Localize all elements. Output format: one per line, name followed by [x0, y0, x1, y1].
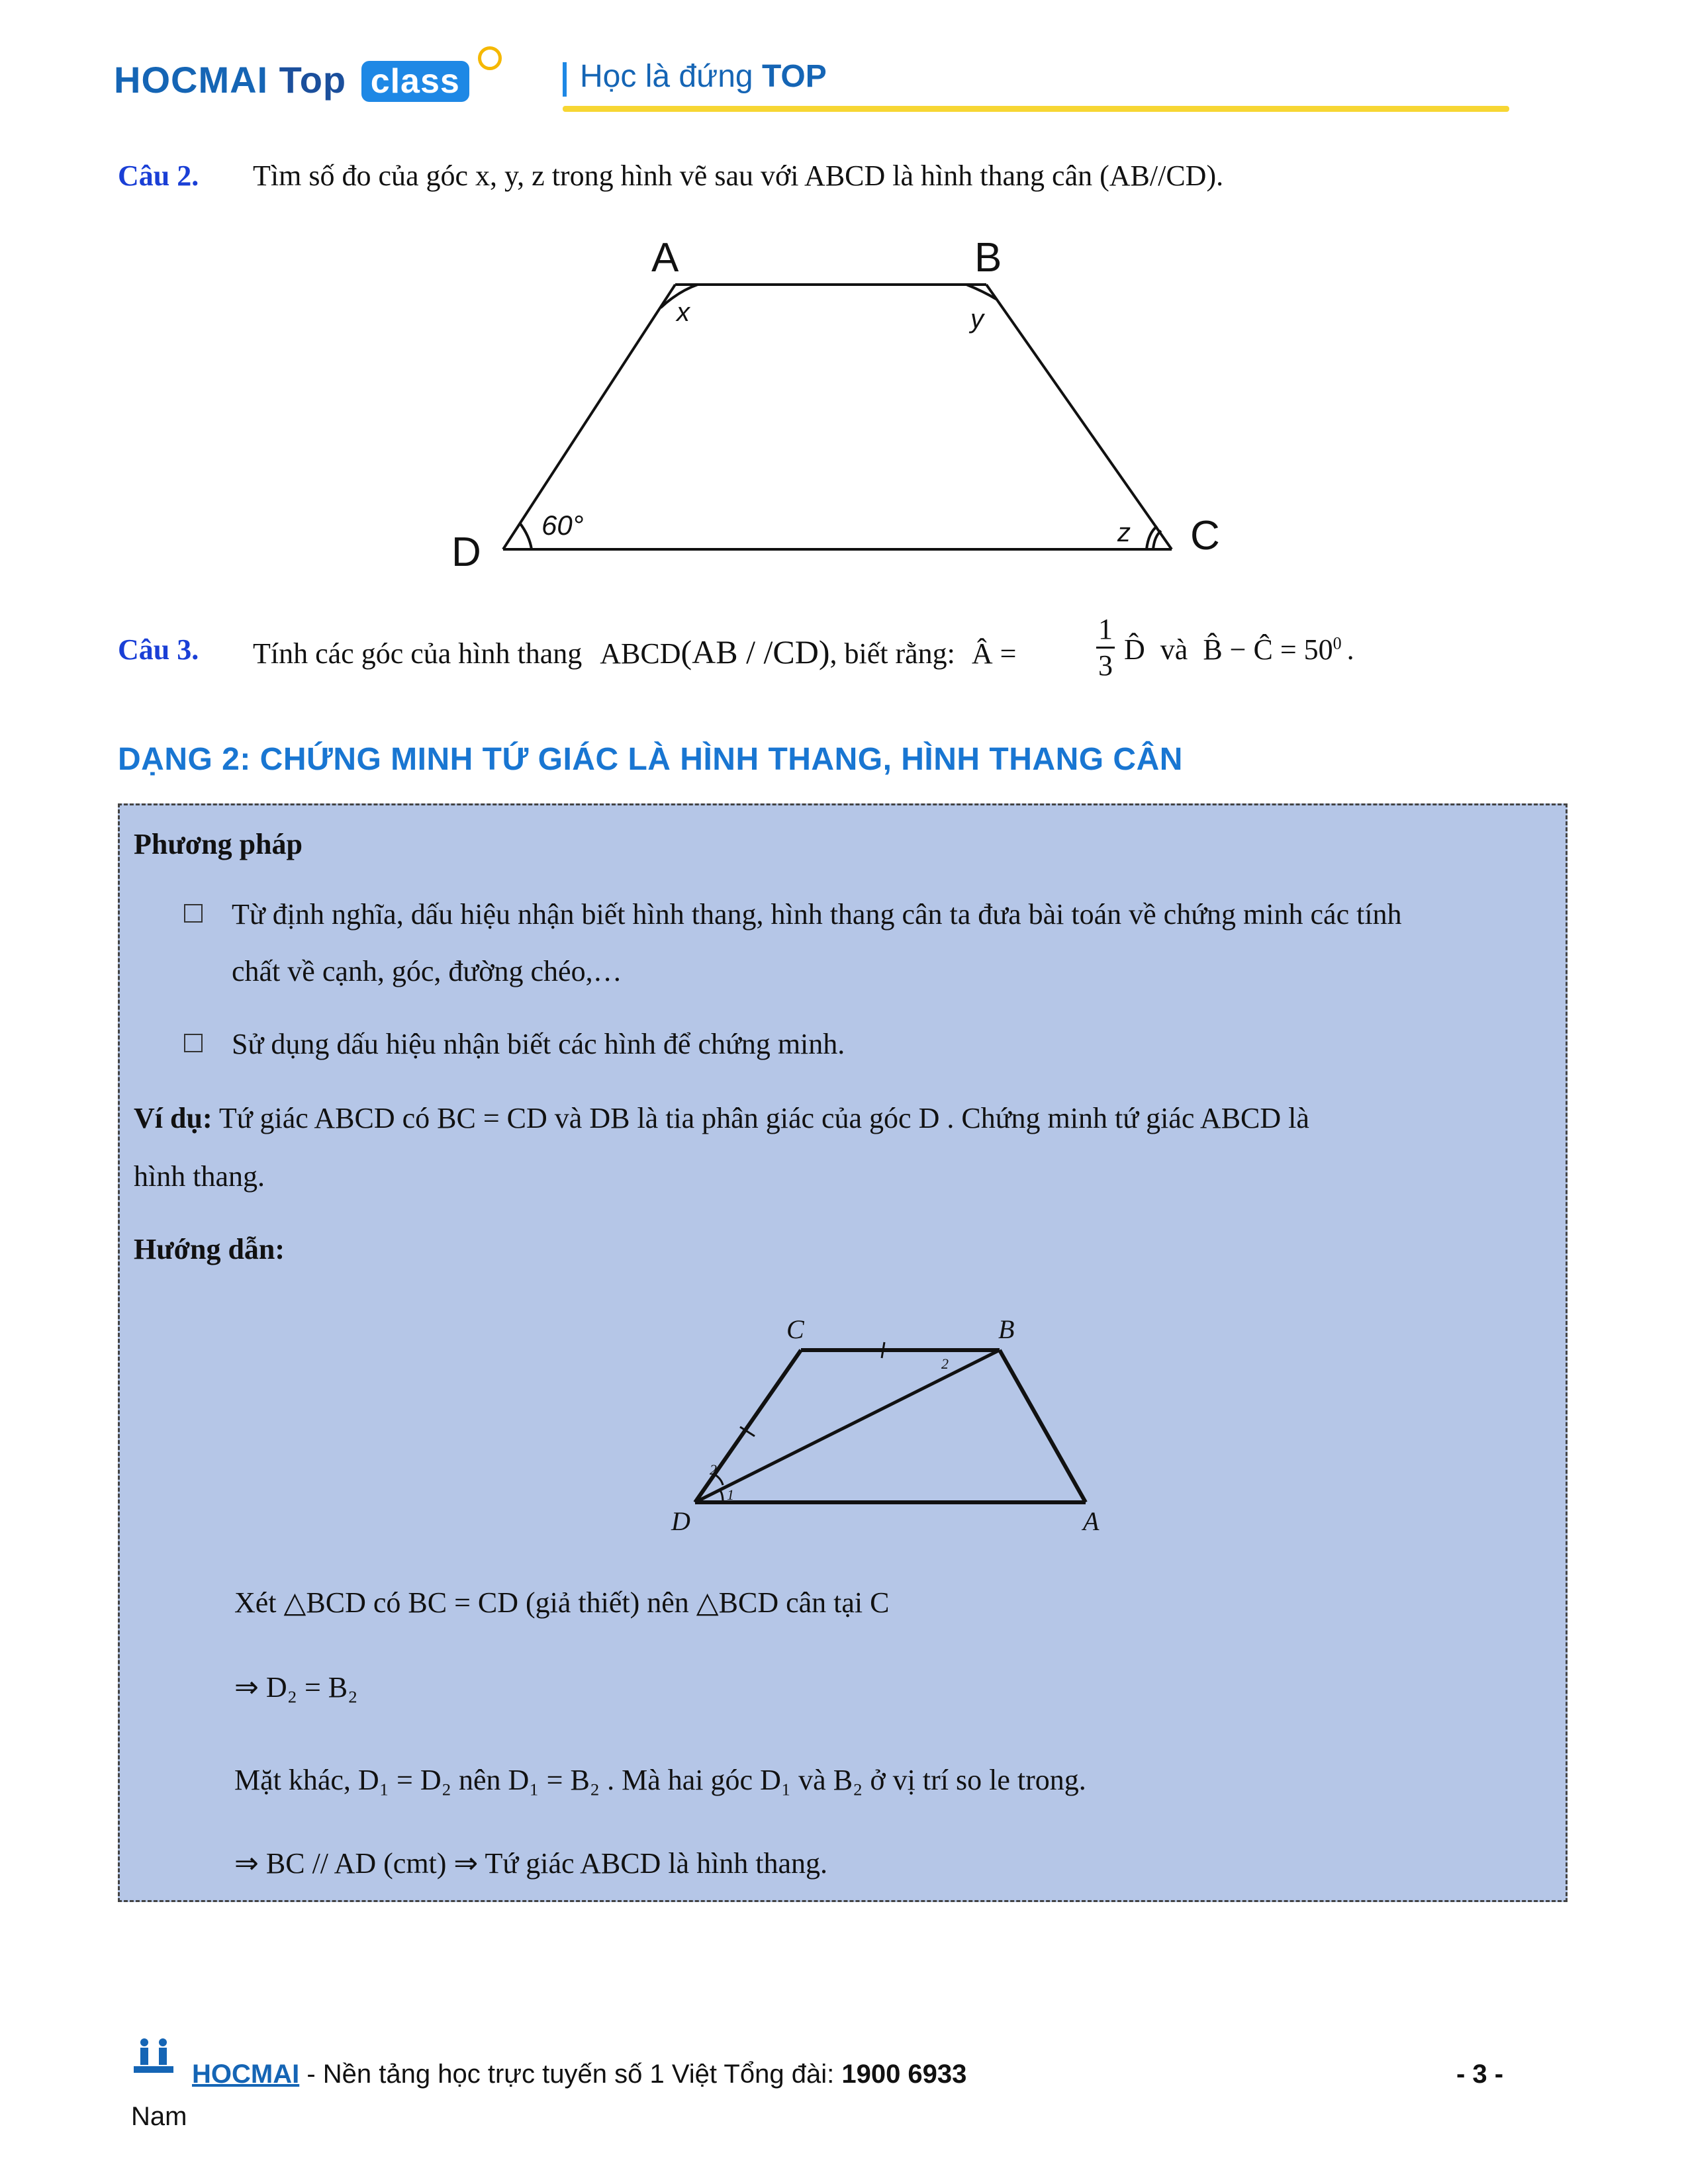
angle-d1-label: 1 — [727, 1486, 734, 1503]
bullet2: Sử dụng dấu hiệu nhận biết các hình để chứng minh. — [232, 1028, 845, 1060]
footer-brand-link[interactable]: HOCMAI — [192, 2060, 300, 2089]
angle-d-label: 60° — [541, 510, 584, 541]
vertex-d-label: D — [451, 529, 481, 575]
header-underline — [563, 106, 1509, 112]
bullet1-line2: chất về cạnh, góc, đường chéo,… — [232, 955, 622, 987]
method-heading: Phương pháp — [134, 828, 303, 860]
example-line2: hình thang. — [134, 1160, 265, 1193]
footer-line: HOCMAI - Nền tảng học trực tuyến số 1 Việt Tổng đài: 1900 6933 — [192, 2060, 967, 2089]
vertex-a-label: A — [651, 235, 679, 281]
q2-text: Tìm số đo của góc x, y, z trong hình vẽ sau với ABCD là hình thang cân (AB//CD). — [253, 159, 1224, 192]
angle-d-arc — [520, 523, 532, 549]
vertex-d-label: D — [671, 1506, 690, 1535]
q2-label: Câu 2. — [118, 159, 199, 192]
tick-cb — [882, 1342, 884, 1358]
vertex-a-label: A — [1083, 1506, 1100, 1535]
q3-conditions: D̂ và B̂ − Ĉ = $50^0$ . — [1124, 633, 1354, 666]
header-separator — [563, 62, 567, 97]
vertex-b-label: B — [974, 235, 1002, 281]
proof-step-2: ⇒ D₂ = B₂ — [234, 1671, 358, 1704]
angle-x-label: x — [677, 298, 690, 327]
angle-d2-label: 2 — [710, 1461, 717, 1478]
logo-hocmai: HOCMAI — [114, 59, 269, 101]
bullet1-line1: Từ định nghĩa, dấu hiệu nhận biết hình thang, hình thang cân ta đưa bài toán về chứng minh các tính — [232, 898, 1402, 931]
slogan: Học là đứng TOP — [580, 59, 827, 94]
edge-ad — [503, 285, 675, 549]
section-title: DẠNG 2: CHỨNG MINH TỨ GIÁC LÀ HÌNH THANG, HÌNH THANG CÂN — [118, 742, 1183, 777]
q2-trapezoid-figure — [424, 225, 1271, 582]
angle-z-label: z — [1117, 518, 1131, 547]
logo-top: Top — [279, 59, 347, 101]
logo-class: class — [361, 61, 469, 102]
proof-step-1: Xét △BCD có BC = CD (giả thiết) nên △BCD cân tại C — [234, 1586, 890, 1619]
logo-sun-icon — [478, 46, 502, 70]
page-number: - 3 - — [1456, 2060, 1504, 2089]
proof-step-4: ⇒ BC // AD (cmt) ⇒ Tứ giác ABCD là hình thang. — [234, 1847, 828, 1880]
example-trapezoid-figure — [649, 1304, 1125, 1535]
vertex-b-label: B — [998, 1314, 1015, 1344]
edge-ba — [1000, 1350, 1086, 1502]
edge-bc — [986, 285, 1172, 549]
hocmai-footer-logo-icon — [131, 2036, 177, 2082]
vertex-c-label: C — [1190, 513, 1220, 559]
proof-step-3: Mặt khác, D₁ = D₂ nên D₁ = B₂ . Mà hai góc D₁ và B₂ ở vị trí so le trong. — [234, 1764, 1086, 1796]
bullet-box-icon — [184, 904, 203, 923]
q3-text: Tính các góc của hình thang ABCD(AB / /CD), biết rằng: Â = — [253, 633, 1017, 670]
edge-dc — [695, 1350, 801, 1502]
brand-logo — [114, 58, 469, 102]
example-line1: Ví dụ: Tứ giác ABCD có BC = CD và DB là tia phân giác của góc D . Chứng minh tứ giác ABCD là — [134, 1102, 1309, 1134]
angle-b2-label: 2 — [941, 1355, 949, 1372]
vertex-c-label: C — [786, 1314, 804, 1344]
q3-fraction: 1 3 — [1092, 612, 1119, 683]
bullet-box-icon — [184, 1034, 203, 1052]
footer-wrap: Nam — [131, 2102, 187, 2131]
q3-label: Câu 3. — [118, 633, 199, 666]
angle-c-arc-2 — [1153, 531, 1161, 549]
angle-y-label: y — [970, 304, 984, 334]
guide-heading: Hướng dẫn: — [134, 1233, 285, 1265]
